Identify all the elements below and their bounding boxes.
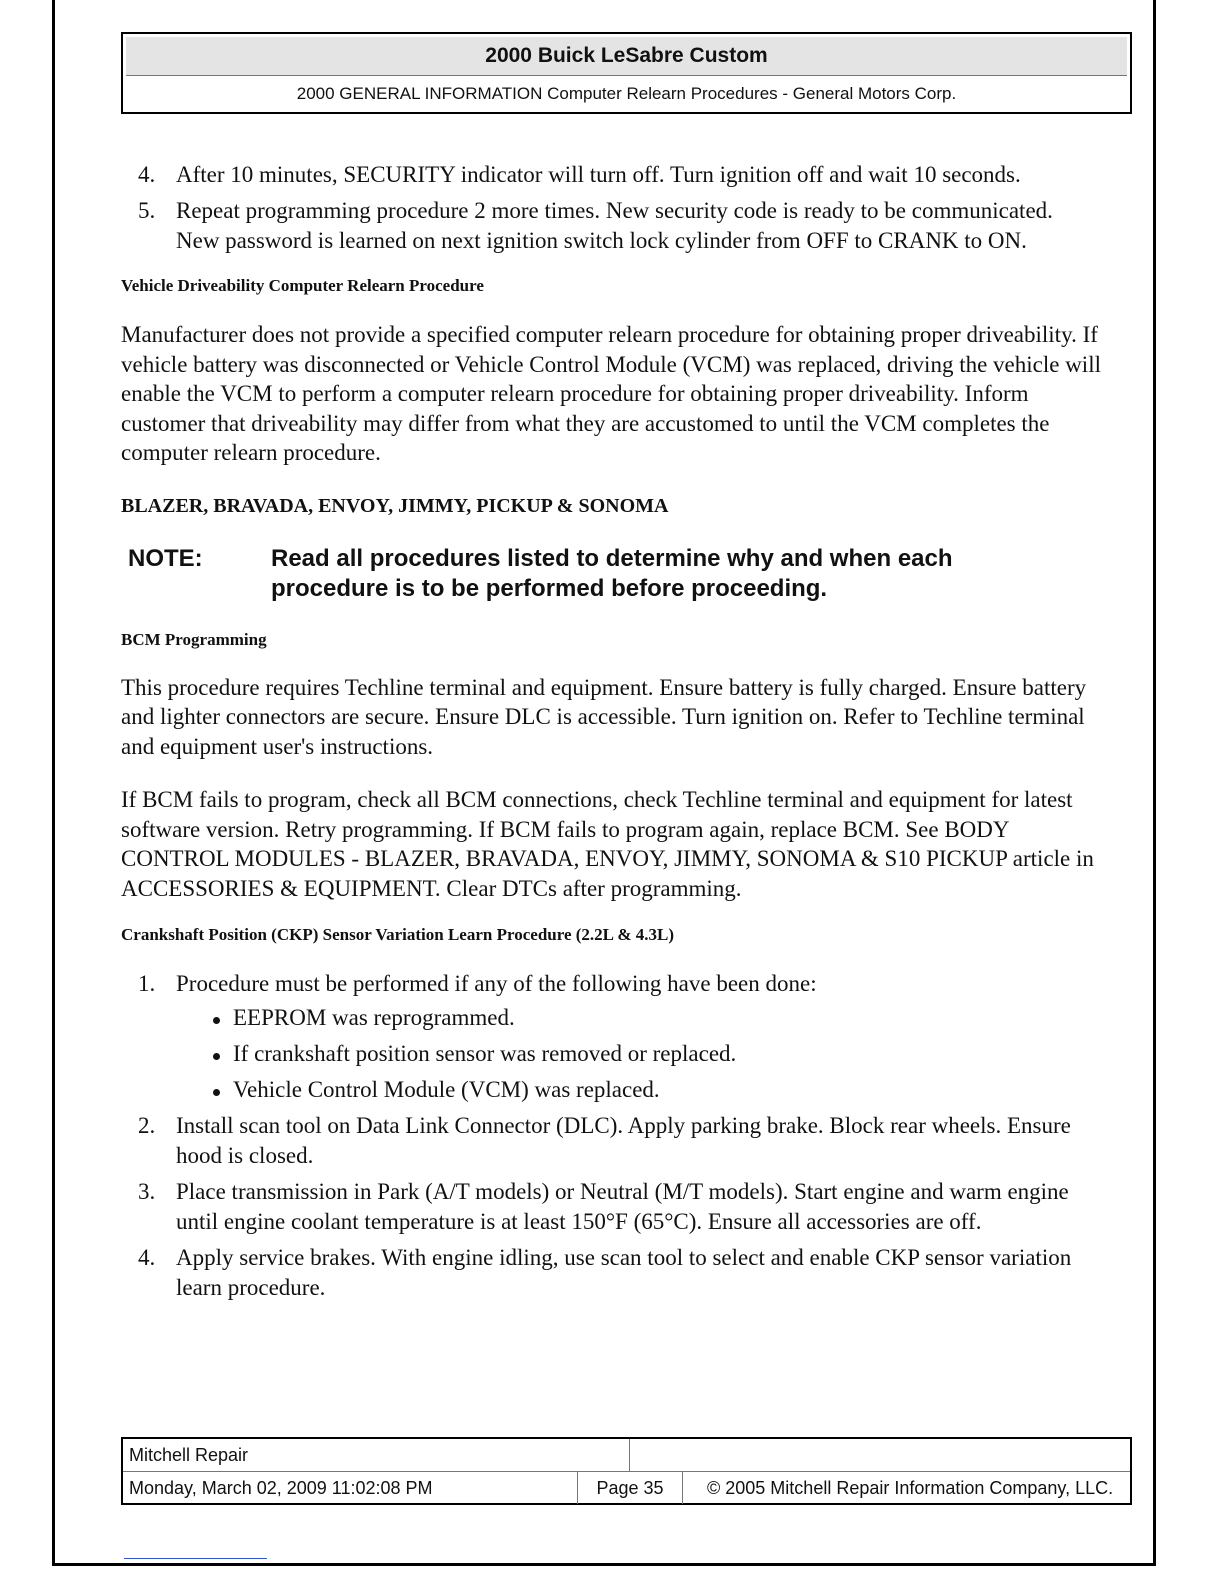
document-footer (121, 1437, 1132, 1505)
ckp-steps-list (121, 969, 1101, 1303)
list-item: 1. Procedure must be performed if any of the following have been done: EEPROM was reprogrammed. If crankshaft position sensor was removed or replaced. Vehicle Control Module (VCM) was replaced. (121, 969, 1101, 1105)
vehicle-title: 2000 Buick LeSabre Custom (126, 37, 1127, 76)
link-underline (124, 1558, 267, 1559)
note-label: NOTE: (128, 544, 203, 572)
driveability-paragraph: Manufacturer does not provide a specified computer relearn procedure for obtaining proper driveability. If vehicle battery was disconnected or Vehicle Control Module (VCM) was replaced, driving the vehicle will enable the VCM to perform a computer relearn procedure for obtaining proper driveability. Inform customer that driveability may differ from what they are accustomed to until the VCM completes the computer relearn procedure. (121, 322, 1101, 465)
footer-copyright: © 2005 Mitchell Repair Information Company, LLC. (707, 1477, 1114, 1498)
bullet-item: EEPROM was reprogrammed. (176, 1003, 1101, 1033)
note-block (121, 544, 1101, 604)
security-steps-list (121, 160, 1101, 256)
note-text: Read all procedures listed to determine why and when each procedure is to be performed before proceeding. (271, 544, 953, 602)
list-item: 4. Apply service brakes. With engine idling, use scan tool to select and enable CKP sensor variation learn procedure. (138, 1245, 1072, 1300)
document-subtitle: 2000 GENERAL INFORMATION Computer Relearn Procedures - General Motors Corp. (296, 84, 957, 103)
list-item: 5. Repeat programming procedure 2 more times. New security code is ready to be communicated. New password is learned on next ignition switch lock cylinder from OFF to CRANK to ON. (138, 198, 1053, 253)
footer-empty-cell (630, 1439, 1130, 1471)
document-header (121, 32, 1132, 114)
list-item: 2. Install scan tool on Data Link Connector (DLC). Apply parking brake. Block rear wheels. Ensure hood is closed. (138, 1113, 1071, 1168)
bullet-item: If crankshaft position sensor was removed or replaced. (176, 1039, 1101, 1069)
ckp-heading: Crankshaft Position (CKP) Sensor Variation Learn Procedure (2.2L & 4.3L) (121, 925, 674, 944)
bullet-item: Vehicle Control Module (VCM) was replaced. (176, 1075, 1101, 1105)
bcm-paragraph-1: This procedure requires Techline terminal and equipment. Ensure battery is fully charged. Ensure battery and lighter connectors are secure. Ensure DLC is accessible. Turn ignition on. Refer to Techline terminal and equipment user's instructions. (121, 674, 1087, 759)
driveability-heading: Vehicle Driveability Computer Relearn Procedure (121, 276, 484, 295)
footer-source: Mitchell Repair (123, 1439, 630, 1471)
bcm-paragraph-2: If BCM fails to program, check all BCM connections, check Techline terminal and equipment for latest software version. Retry programming. If BCM fails to program again, replace BCM. See BODY CONTROL MODULES - BLAZER, BRAVADA, ENVOY, JIMMY, SONOMA & S10 PICKUP article in ACCESSORIES & EQUIPMENT. Clear DTCs after programming. (121, 787, 1094, 901)
list-item: 4. After 10 minutes, SECURITY indicator will turn off. Turn ignition off and wait 10 seconds. (138, 162, 1021, 187)
list-item: 3. Place transmission in Park (A/T models) or Neutral (M/T models). Start engine and warm engine until engine coolant temperature is at least 150°F (65°C). Ensure all accessories are off. (138, 1179, 1069, 1234)
section-title: BLAZER, BRAVADA, ENVOY, JIMMY, PICKUP & SONOMA (121, 494, 669, 517)
footer-page-number: Page 35 (578, 1472, 683, 1504)
bullet-list (176, 1003, 1101, 1105)
bcm-heading: BCM Programming (121, 629, 267, 649)
footer-date: Monday, March 02, 2009 11:02:08 PM (123, 1472, 578, 1504)
document-body (121, 160, 1101, 1309)
